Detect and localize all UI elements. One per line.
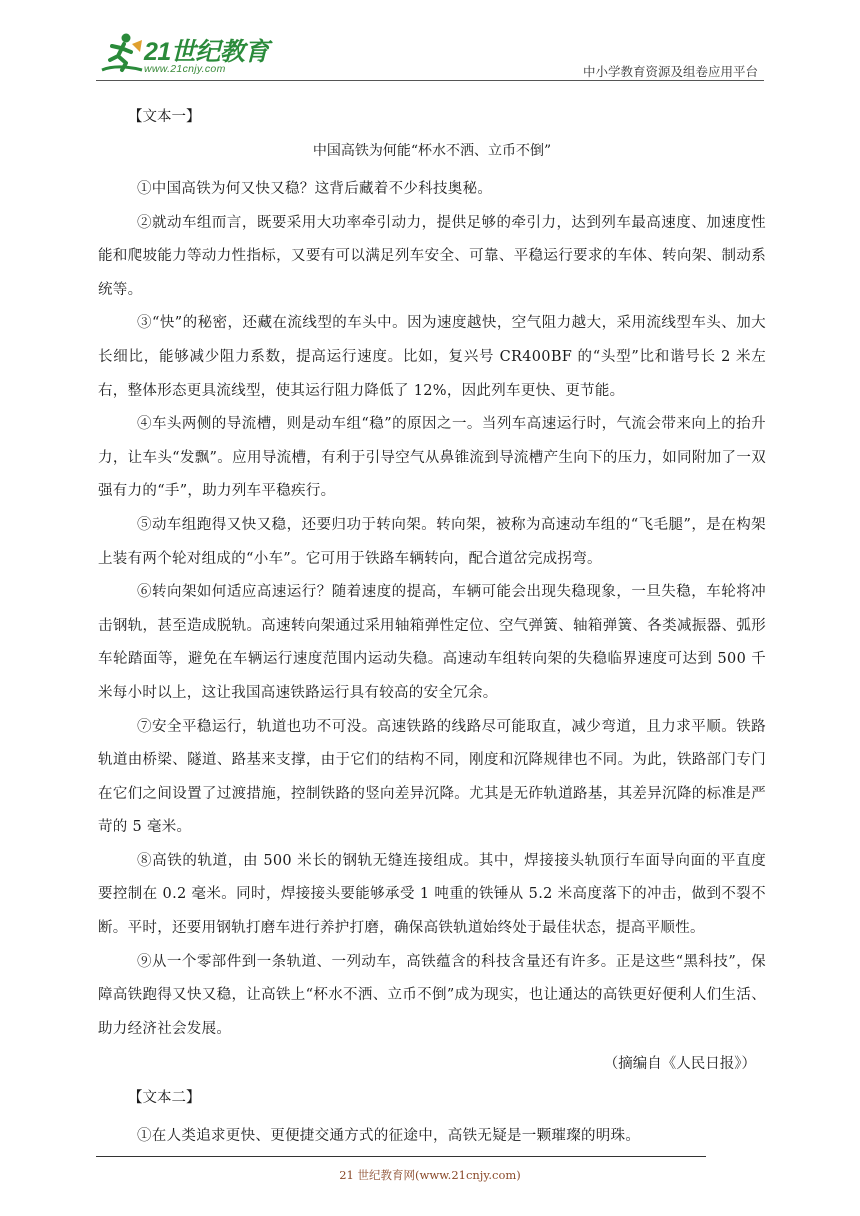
text1-paragraph-5: ⑤动车组跑得又快又稳，还要归功于转向架。转向架，被称为高速动车组的“飞毛腿”，是在构架上装有两个轮对组成的“小车”。它可用于铁路车辆转向，配合道岔完成拐弯。 [98,516,766,567]
text1-label: 【文本一】 [128,109,201,125]
logo-url: www.21cnjy.com [144,63,226,75]
site-logo [96,30,269,80]
text1-paragraph-1: ①中国高铁为何又快又稳？这背后藏着不少科技奥秘。 [137,181,493,197]
source-citation: （摘编自《人民日报》） [603,1056,756,1073]
platform-name: 中小学教育资源及组卷应用平台 [582,64,758,79]
runner-logo-icon [96,30,144,78]
document-body [98,100,766,1154]
text1-paragraph-9: ⑨从一个零部件到一条轨道、一列动车，高铁蕴含的科技含量还有许多。正是这些“黑科技”，保障高铁跑得又快又稳，让高铁上“杯水不洒、立币不倒”成为现实，也让通达的高铁更好便利人们生活、助力经济社会发展。 [98,953,766,1037]
text1-paragraph-3: ③“快”的秘密，还藏在流线型的车头中。因为速度越快，空气阻力越大，采用流线型车头、加大长细比，能够减少阻力系数，提高运行速度。比如，复兴号 CR400BF 的“头型”比和谐号长 2 米左右，整体形态更具流线型，使其运行阻力降低了 12%，因此列车更快、更节能。 [98,315,766,399]
page-header [96,30,764,82]
text1-paragraph-6: ⑥转向架如何适应高速运行？随着速度的提高，车辆可能会出现失稳现象，一旦失稳，车轮将冲击钢轨，甚至造成脱轨。高速转向架通过采用轴箱弹性定位、空气弹簧、轴箱弹簧、各类减振器、弧形车轮踏面等，避免在车辆运行速度范围内运动失稳。高速动车组转向架的失稳临界速度可达到 500 千米每小时以上，这让我国高速铁路运行具有较高的安全冗余。 [98,584,766,701]
text1-paragraph-8: ⑧高铁的轨道，由 500 米长的钢轨无缝连接组成。其中，焊接接头轨顶行车面导向面的平直度要控制在 0.2 毫米。同时，焊接接头要能够承受 1 吨重的铁锤从 5.2 米高度落下的冲击，做到不裂不断。平时，还要用钢轨打磨车进行养护打磨，确保高铁轨道始终处于最佳状态，提高平顺性。 [98,852,766,937]
page-footer: 21 世纪教育网(www.21cnjy.com) [339,1168,521,1182]
article-title: 中国高铁为何能“杯水不洒、立币不倒” [312,143,552,159]
text1-paragraph-2: ②就动车组而言，既要采用大功率牵引动力，提供足够的牵引力，达到列车最高速度、加速度性能和爬坡能力等动力性指标，又要有可以满足列车安全、可靠、平稳运行要求的车体、转向架、制动系统等。 [98,214,766,298]
text2-label: 【文本二】 [128,1090,201,1107]
header-divider [96,80,764,81]
footer-divider [96,1156,706,1157]
text1-paragraph-4: ④车头两侧的导流槽，则是动车组“稳”的原因之一。当列车高速运行时，气流会带来向上的抬升力，让车头“发飘”。应用导流槽，有利于引导空气从鼻锥流到导流槽产生向下的压力，如同附加了一双强有力的“手”，助力列车平稳疾行。 [98,416,766,500]
text1-paragraph-7: ⑦安全平稳运行，轨道也功不可没。高速铁路的线路尽可能取直，减少弯道，且力求平顺。铁路轨道由桥梁、隧道、路基来支撑，由于它们的结构不同，刚度和沉降规律也不同。为此，铁路部门专门在它们之间设置了过渡措施，控制铁路的竖向差异沉降。尤其是无砟轨道路基，其差异沉降的标准是严苛的 5 毫米。 [98,718,766,836]
text2-paragraph-1: ①在人类追求更快、更便捷交通方式的征途中，高铁无疑是一颗璀璨的明珠。 [137,1128,641,1145]
logo-text: 21世纪教育 [144,38,269,66]
